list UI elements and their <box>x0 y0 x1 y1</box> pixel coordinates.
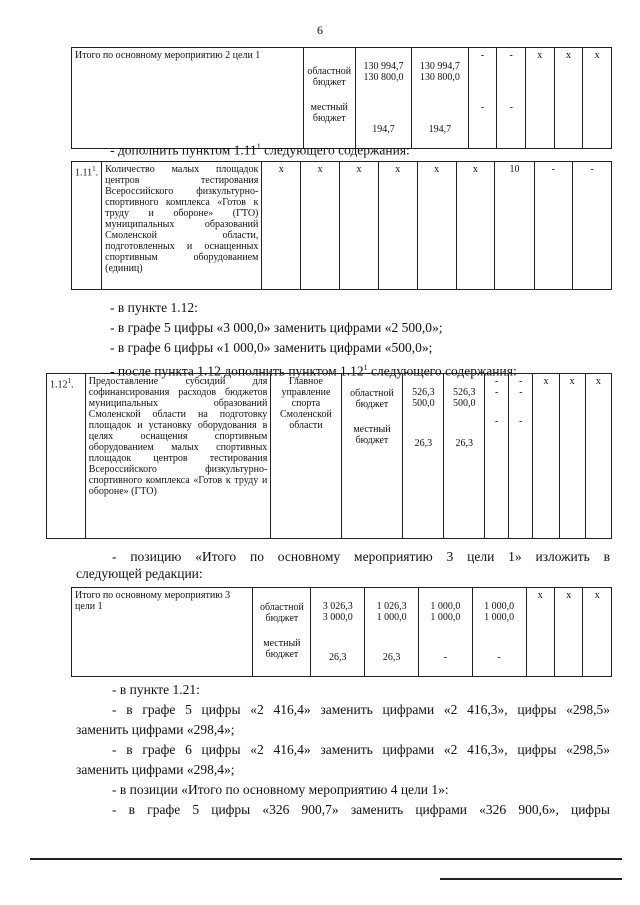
source-local: местный бюджет <box>353 424 391 446</box>
paragraph-line: - позицию «Итого по основному мероприятию 3 цели 1» изложить в <box>112 549 610 564</box>
col5-cell <box>355 48 411 149</box>
col7-dash-local: - <box>480 102 485 113</box>
col8-dash: - <box>519 376 523 387</box>
col-x-3: x <box>340 162 379 290</box>
source-regional: областной бюджет <box>260 602 304 624</box>
item-number: 1.11$^1$. <box>72 162 102 290</box>
col6-values: 130 994,7 130 800,0 <box>419 61 460 83</box>
instruction-line: - в графе 6 цифры «1 000,0» заменить цифрами «500,0»; <box>110 340 433 355</box>
col-x-4: x <box>378 162 417 290</box>
page-number: 6 <box>317 23 323 37</box>
source-local: местный бюджет <box>310 102 348 124</box>
instruction-line: - после пункта 1.12 дополнить пунктом 1.12$^1$ следующего содержания: <box>110 363 517 379</box>
col8-cell <box>497 48 526 149</box>
col11-x: x <box>583 588 612 677</box>
source-regional: областной бюджет <box>307 66 352 88</box>
source-cell <box>341 374 403 539</box>
source-regional: областной бюджет <box>350 388 394 410</box>
col-x-6: x <box>456 162 495 290</box>
source-cell <box>303 48 355 149</box>
source-cell <box>253 588 311 677</box>
col6-values: 526,3 500,0 <box>452 387 476 409</box>
col5-values: 130 994,7 130 800,0 <box>363 61 404 83</box>
item-description: Предоставление субсидий для софинансирования расходов бюджетов муниципальных образований Смоленской области на подготовку площадок и установку оборудования в целях оснащения спортивным оборудованием малых спортивных площадок центров тестирования Всероссийского физкультурно-спортивного комплекса «Готов к труду и обороне» (ГТО) <box>85 374 271 539</box>
source-local: местный бюджет <box>263 638 301 660</box>
col-dash-1: - <box>534 162 573 290</box>
col5-values: 3 026,3 3 000,0 <box>322 601 353 623</box>
instruction-line: - в пункте 1.21: <box>112 682 200 697</box>
col8-cell <box>509 374 533 539</box>
item-number: 1.12$^1$. <box>47 374 86 539</box>
col6-local: 26,3 <box>455 438 473 449</box>
col6-cell <box>412 48 468 149</box>
col11-x: x <box>585 374 611 539</box>
table-total-measure-3 <box>71 587 612 677</box>
col7-cell <box>485 374 509 539</box>
col5-local: 26,3 <box>414 438 433 449</box>
bottom-rule-short <box>440 878 622 880</box>
col7-cell <box>418 588 472 677</box>
paragraph-total-measure-3 <box>76 548 610 582</box>
col7-cell <box>468 48 497 149</box>
col-dash-2: - <box>573 162 612 290</box>
instruction-line: - в графе 6 цифры «2 416,4» заменить цифрами «2 416,3», цифры «298,5» <box>112 742 610 757</box>
instruction-line: - в графе 5 цифры «326 900,7» заменить цифрами «326 900,6», цифры <box>112 802 610 817</box>
instruction-line: заменить цифрами «298,4»; <box>76 762 235 777</box>
col8-dash-local: - <box>497 652 501 663</box>
col7-dash: - <box>480 50 485 61</box>
instruction-line: - в графе 5 цифры «2 416,4» заменить цифрами «2 416,3», цифры «298,5» <box>112 702 610 717</box>
col7-values: 1 000,0 1 000,0 <box>430 601 461 623</box>
col8-dash-b: - <box>519 387 523 398</box>
col-x-1: x <box>262 162 301 290</box>
col9-x: x <box>525 48 554 149</box>
col6-local: 194,7 <box>428 124 452 135</box>
col-x-2: x <box>301 162 340 290</box>
instruction-line: заменить цифрами «298,4»; <box>76 722 235 737</box>
col-x-5: x <box>417 162 456 290</box>
executor: Главное управление спорта Смоленской области <box>271 374 341 539</box>
item-description: Количество малых площадок центров тестирования Всероссийского физкультурно-спортивного комплекса «Готов к труду и обороне» (ГТО) муниципальных образований Смоленской области, подготовленных и оснащенных спортивным оборудованием (единиц) <box>102 162 262 290</box>
col5-cell <box>403 374 444 539</box>
col8-cell <box>472 588 526 677</box>
total-label: Итого по основному мероприятию 3 цели 1 <box>72 588 253 677</box>
col6-cell <box>444 374 485 539</box>
instruction-line: - в пункте 1.12: <box>110 300 198 315</box>
table-item-1-11 <box>71 161 612 290</box>
instructions-1-12 <box>110 299 517 380</box>
col6-cell <box>365 588 419 677</box>
col9-x: x <box>533 374 559 539</box>
col-value: 10 <box>495 162 534 290</box>
col8-dash-local: - <box>509 102 513 113</box>
col6-values: 1 026,3 1 000,0 <box>376 601 407 623</box>
paragraph-add-1-11: - дополнить пунктом 1.11$^1$ следующего содержания: <box>110 142 410 158</box>
col7-dash-local: - <box>495 416 499 427</box>
col5-cell <box>311 588 365 677</box>
bottom-rule <box>30 858 622 860</box>
instruction-line: - в позиции «Итого по основному мероприятию 4 цели 1»: <box>112 782 449 797</box>
paragraph-line: следующей редакции: <box>76 566 203 581</box>
table-item-1-12 <box>46 373 612 539</box>
col8-dash-local: - <box>519 416 523 427</box>
table-total-measure-2 <box>71 47 612 149</box>
col8-dash: - <box>509 50 513 61</box>
col10-x: x <box>554 48 583 149</box>
col5-values: 526,3 500,0 <box>412 387 435 409</box>
instructions-1-21 <box>76 681 610 818</box>
instruction-line: - в графе 5 цифры «3 000,0» заменить цифрами «2 500,0»; <box>110 320 443 335</box>
total-label: Итого по основному мероприятию 2 цели 1 <box>72 48 304 149</box>
col5-local: 194,7 <box>372 124 395 135</box>
col5-local: 26,3 <box>329 652 347 663</box>
col7-dash-b: - <box>495 387 499 398</box>
col8-values: 1 000,0 1 000,0 <box>484 601 515 623</box>
col10-x: x <box>555 588 583 677</box>
col9-x: x <box>526 588 554 677</box>
col11-x: x <box>583 48 612 149</box>
col7-dash-local: - <box>443 652 448 663</box>
col7-dash: - <box>495 376 499 387</box>
col6-local: 26,3 <box>382 652 401 663</box>
col10-x: x <box>559 374 585 539</box>
